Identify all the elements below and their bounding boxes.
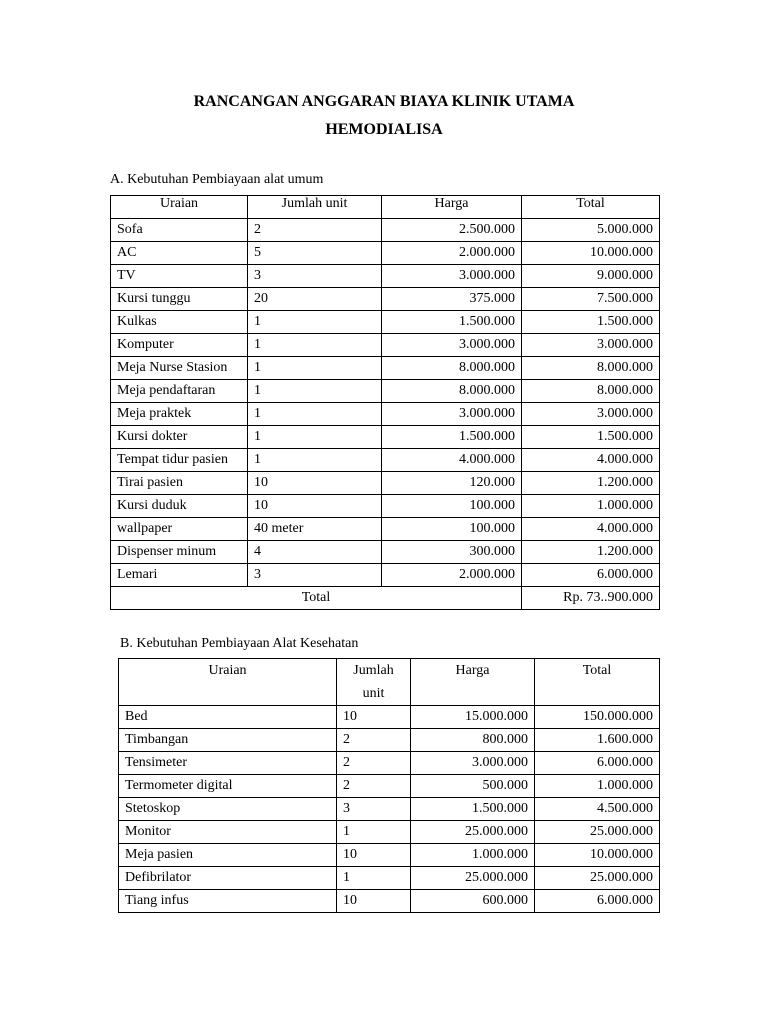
- cell-total: 4.000.000: [522, 449, 660, 472]
- table-header-row: [119, 659, 660, 706]
- cell-total: 4.500.000: [535, 798, 660, 821]
- table-row: [111, 564, 660, 587]
- cell-harga: 100.000: [382, 495, 522, 518]
- cell-total: 1.000.000: [522, 495, 660, 518]
- cell-jumlah: 2: [337, 775, 411, 798]
- cell-uraian: Stetoskop: [119, 798, 337, 821]
- header-jumlah-unit: [337, 659, 411, 706]
- table-row: [119, 729, 660, 752]
- cell-jumlah: 1: [248, 357, 382, 380]
- cell-jumlah: 3: [248, 564, 382, 587]
- cell-uraian: Tensimeter: [119, 752, 337, 775]
- cell-total: 5.000.000: [522, 219, 660, 242]
- cell-jumlah: 1: [248, 380, 382, 403]
- header-harga: Harga: [382, 196, 522, 219]
- table-row: [111, 541, 660, 564]
- table-row: [111, 403, 660, 426]
- cell-harga: 1.500.000: [382, 426, 522, 449]
- cell-total: 6.000.000: [522, 564, 660, 587]
- cell-uraian: Tirai pasien: [111, 472, 248, 495]
- cell-jumlah: 3: [337, 798, 411, 821]
- table-row: [111, 357, 660, 380]
- header-uraian: Uraian: [119, 659, 337, 706]
- section-b-heading: B. Kebutuhan Pembiayaan Alat Kesehatan: [120, 636, 359, 651]
- cell-harga: 25.000.000: [411, 821, 535, 844]
- cell-jumlah: 1: [248, 426, 382, 449]
- cell-uraian: Timbangan: [119, 729, 337, 752]
- cell-harga: 3.000.000: [411, 752, 535, 775]
- cell-total: 150.000.000: [535, 706, 660, 729]
- cell-jumlah: 5: [248, 242, 382, 265]
- document-title: RANCANGAN ANGGARAN BIAYA KLINIK UTAMA: [193, 93, 575, 110]
- cell-uraian: Sofa: [111, 219, 248, 242]
- cell-jumlah: 10: [248, 495, 382, 518]
- cell-total: 10.000.000: [535, 844, 660, 867]
- cell-total: 7.500.000: [522, 288, 660, 311]
- header-uraian: Uraian: [111, 196, 248, 219]
- cell-harga: 1.500.000: [382, 311, 522, 334]
- table-alat-umum: [110, 195, 660, 610]
- cell-harga: 300.000: [382, 541, 522, 564]
- header-unit: unit: [362, 686, 385, 701]
- cell-uraian: Kursi tunggu: [111, 288, 248, 311]
- table-row: [111, 380, 660, 403]
- cell-jumlah: 1: [248, 403, 382, 426]
- cell-harga: 3.000.000: [382, 403, 522, 426]
- cell-harga: 375.000: [382, 288, 522, 311]
- cell-jumlah: 10: [337, 706, 411, 729]
- cell-harga: 500.000: [411, 775, 535, 798]
- cell-harga: 4.000.000: [382, 449, 522, 472]
- cell-jumlah: 10: [337, 844, 411, 867]
- table-row: [111, 242, 660, 265]
- cell-total: 10.000.000: [522, 242, 660, 265]
- table-row: [119, 775, 660, 798]
- cell-total: 3.000.000: [522, 403, 660, 426]
- document-subtitle: HEMODIALISA: [325, 121, 443, 138]
- cell-jumlah: 40 meter: [248, 518, 382, 541]
- cell-uraian: TV: [111, 265, 248, 288]
- cell-harga: 3.000.000: [382, 265, 522, 288]
- table-row: [111, 472, 660, 495]
- cell-uraian: Meja praktek: [111, 403, 248, 426]
- cell-jumlah: 2: [337, 729, 411, 752]
- cell-jumlah: 1: [337, 821, 411, 844]
- cell-uraian: wallpaper: [111, 518, 248, 541]
- cell-jumlah: 1: [337, 867, 411, 890]
- cell-harga: 800.000: [411, 729, 535, 752]
- cell-uraian: Defibrilator: [119, 867, 337, 890]
- cell-harga: 120.000: [382, 472, 522, 495]
- table-row: [119, 752, 660, 775]
- cell-jumlah: 1: [248, 449, 382, 472]
- cell-uraian: Termometer digital: [119, 775, 337, 798]
- cell-uraian: Meja Nurse Stasion: [111, 357, 248, 380]
- cell-uraian: Tiang infus: [119, 890, 337, 913]
- header-harga: Harga: [411, 659, 535, 706]
- cell-total: 6.000.000: [535, 890, 660, 913]
- cell-total: 1.200.000: [522, 541, 660, 564]
- header-total: Total: [522, 196, 660, 219]
- cell-jumlah: 3: [248, 265, 382, 288]
- header-jumlah-unit: Jumlah unit: [248, 196, 382, 219]
- cell-harga: 600.000: [411, 890, 535, 913]
- total-label: Total: [111, 587, 522, 610]
- cell-total: 1.500.000: [522, 311, 660, 334]
- table-row: [111, 219, 660, 242]
- cell-jumlah: 1: [248, 334, 382, 357]
- table-row: [119, 798, 660, 821]
- cell-uraian: Lemari: [111, 564, 248, 587]
- table-row: [111, 265, 660, 288]
- cell-uraian: Meja pasien: [119, 844, 337, 867]
- cell-harga: 15.000.000: [411, 706, 535, 729]
- cell-harga: 100.000: [382, 518, 522, 541]
- cell-harga: 2.000.000: [382, 564, 522, 587]
- header-jumlah: Jumlah: [353, 663, 394, 678]
- table-row: [111, 495, 660, 518]
- cell-uraian: Dispenser minum: [111, 541, 248, 564]
- table-row: [119, 821, 660, 844]
- cell-total: 1.200.000: [522, 472, 660, 495]
- table-row: [111, 311, 660, 334]
- cell-jumlah: 20: [248, 288, 382, 311]
- table-header-row: [111, 196, 660, 219]
- cell-total: 9.000.000: [522, 265, 660, 288]
- table-alat-kesehatan: [118, 658, 660, 913]
- table-row: [111, 426, 660, 449]
- cell-total: 6.000.000: [535, 752, 660, 775]
- table-total-row: [111, 587, 660, 610]
- cell-jumlah: 4: [248, 541, 382, 564]
- cell-uraian: Tempat tidur pasien: [111, 449, 248, 472]
- cell-jumlah: 1: [248, 311, 382, 334]
- total-value: Rp. 73..900.000: [522, 587, 660, 610]
- cell-total: 25.000.000: [535, 821, 660, 844]
- cell-total: 1.600.000: [535, 729, 660, 752]
- cell-total: 4.000.000: [522, 518, 660, 541]
- cell-harga: 8.000.000: [382, 357, 522, 380]
- cell-total: 25.000.000: [535, 867, 660, 890]
- header-total: Total: [535, 659, 660, 706]
- cell-harga: 2.000.000: [382, 242, 522, 265]
- cell-total: 1.500.000: [522, 426, 660, 449]
- cell-uraian: Monitor: [119, 821, 337, 844]
- cell-harga: 8.000.000: [382, 380, 522, 403]
- cell-harga: 3.000.000: [382, 334, 522, 357]
- cell-uraian: Kulkas: [111, 311, 248, 334]
- cell-uraian: Komputer: [111, 334, 248, 357]
- cell-uraian: Kursi dokter: [111, 426, 248, 449]
- cell-jumlah: 2: [248, 219, 382, 242]
- cell-harga: 1.000.000: [411, 844, 535, 867]
- cell-total: 1.000.000: [535, 775, 660, 798]
- cell-uraian: AC: [111, 242, 248, 265]
- table-row: [119, 844, 660, 867]
- cell-harga: 1.500.000: [411, 798, 535, 821]
- table-row: [111, 518, 660, 541]
- section-a-heading: A. Kebutuhan Pembiayaan alat umum: [110, 172, 324, 187]
- cell-jumlah: 10: [337, 890, 411, 913]
- table-row: [111, 288, 660, 311]
- cell-harga: 25.000.000: [411, 867, 535, 890]
- table-row: [111, 449, 660, 472]
- cell-jumlah: 10: [248, 472, 382, 495]
- table-row: [111, 334, 660, 357]
- cell-total: 3.000.000: [522, 334, 660, 357]
- table-row: [119, 867, 660, 890]
- table-row: [119, 890, 660, 913]
- cell-uraian: Kursi duduk: [111, 495, 248, 518]
- cell-total: 8.000.000: [522, 380, 660, 403]
- cell-uraian: Meja pendaftaran: [111, 380, 248, 403]
- cell-total: 8.000.000: [522, 357, 660, 380]
- cell-jumlah: 2: [337, 752, 411, 775]
- cell-uraian: Bed: [119, 706, 337, 729]
- table-row: [119, 706, 660, 729]
- cell-harga: 2.500.000: [382, 219, 522, 242]
